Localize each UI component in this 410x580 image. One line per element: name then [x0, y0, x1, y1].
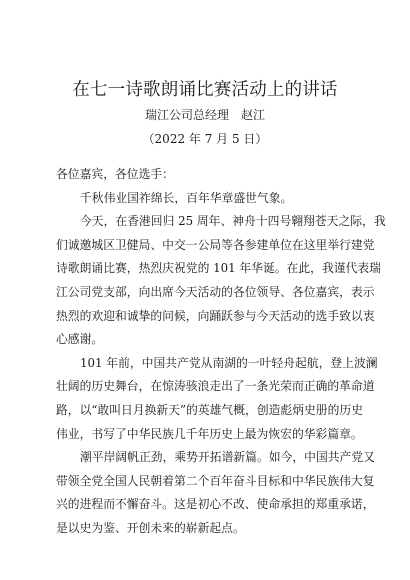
paragraph-2-line-5: 热烈的欢迎和诚挚的问候，向踊跃参与今天活动的选手致以衷	[56, 308, 375, 323]
paragraph-2-line-6: 心感谢。	[56, 332, 104, 347]
speaker-line: 瑞江公司总经理 赵江	[144, 108, 265, 122]
paragraph-3-line-4: 伟业，书写了中华民族几千年历史上最为恢宏的华彩篇章。	[56, 426, 363, 441]
paragraph-3-line-3: 路，以“敢叫日月换新天”的英雄气概，创造彪炳史册的历史	[56, 402, 363, 417]
paragraph-4-line-1: 潮平岸阔帆正劲，乘势开拓谱新篇。如今，中国共产党又	[80, 450, 375, 465]
salutation: 各位嘉宾，各位选手：	[56, 167, 174, 181]
paragraph-3-line-2: 壮阔的历史舞台，在惊涛骇浪走出了一条光荣而正确的革命道	[56, 379, 375, 394]
paragraph-2-line-4: 江公司党支部，向出席今天活动的各位领导、各位嘉宾，表示	[56, 284, 375, 299]
paragraph-3-line-1: 101 年前，中国共产党从南湖的一叶轻舟起航，登上波澜	[80, 355, 378, 370]
document-title: 在七一诗歌朗诵比赛活动上的讲话	[72, 80, 338, 100]
document-body	[56, 163, 386, 541]
speech-date: （2022 年 7 月 5 日）	[142, 132, 268, 146]
paragraph-4-line-4: 是以史为鉴、开创未来的崭新起点。	[56, 520, 245, 535]
paragraph-4-line-2: 带领全党全国人民朝着第二个百年奋斗目标和中华民族伟大复	[56, 473, 375, 488]
paragraph-2-line-3: 诗歌朗诵比赛，热烈庆祝党的 101 年华诞。在此，我谨代表瑞	[56, 261, 381, 276]
paragraph-2-line-2: 们诚邀城区卫健局、中交一公局等各参建单位在这里举行建党	[56, 237, 375, 252]
paragraph-2-line-1: 今天，在香港回归 25 周年、神舟十四号翱翔苍天之际，我	[80, 214, 386, 229]
paragraph-4-line-3: 兴的进程而不懈奋斗。这是初心不改、使命承担的郑重承诺，	[56, 497, 375, 512]
paragraph-1-line-1: 千秋伟业国祚绵长，百年华章盛世气象。	[80, 190, 293, 205]
